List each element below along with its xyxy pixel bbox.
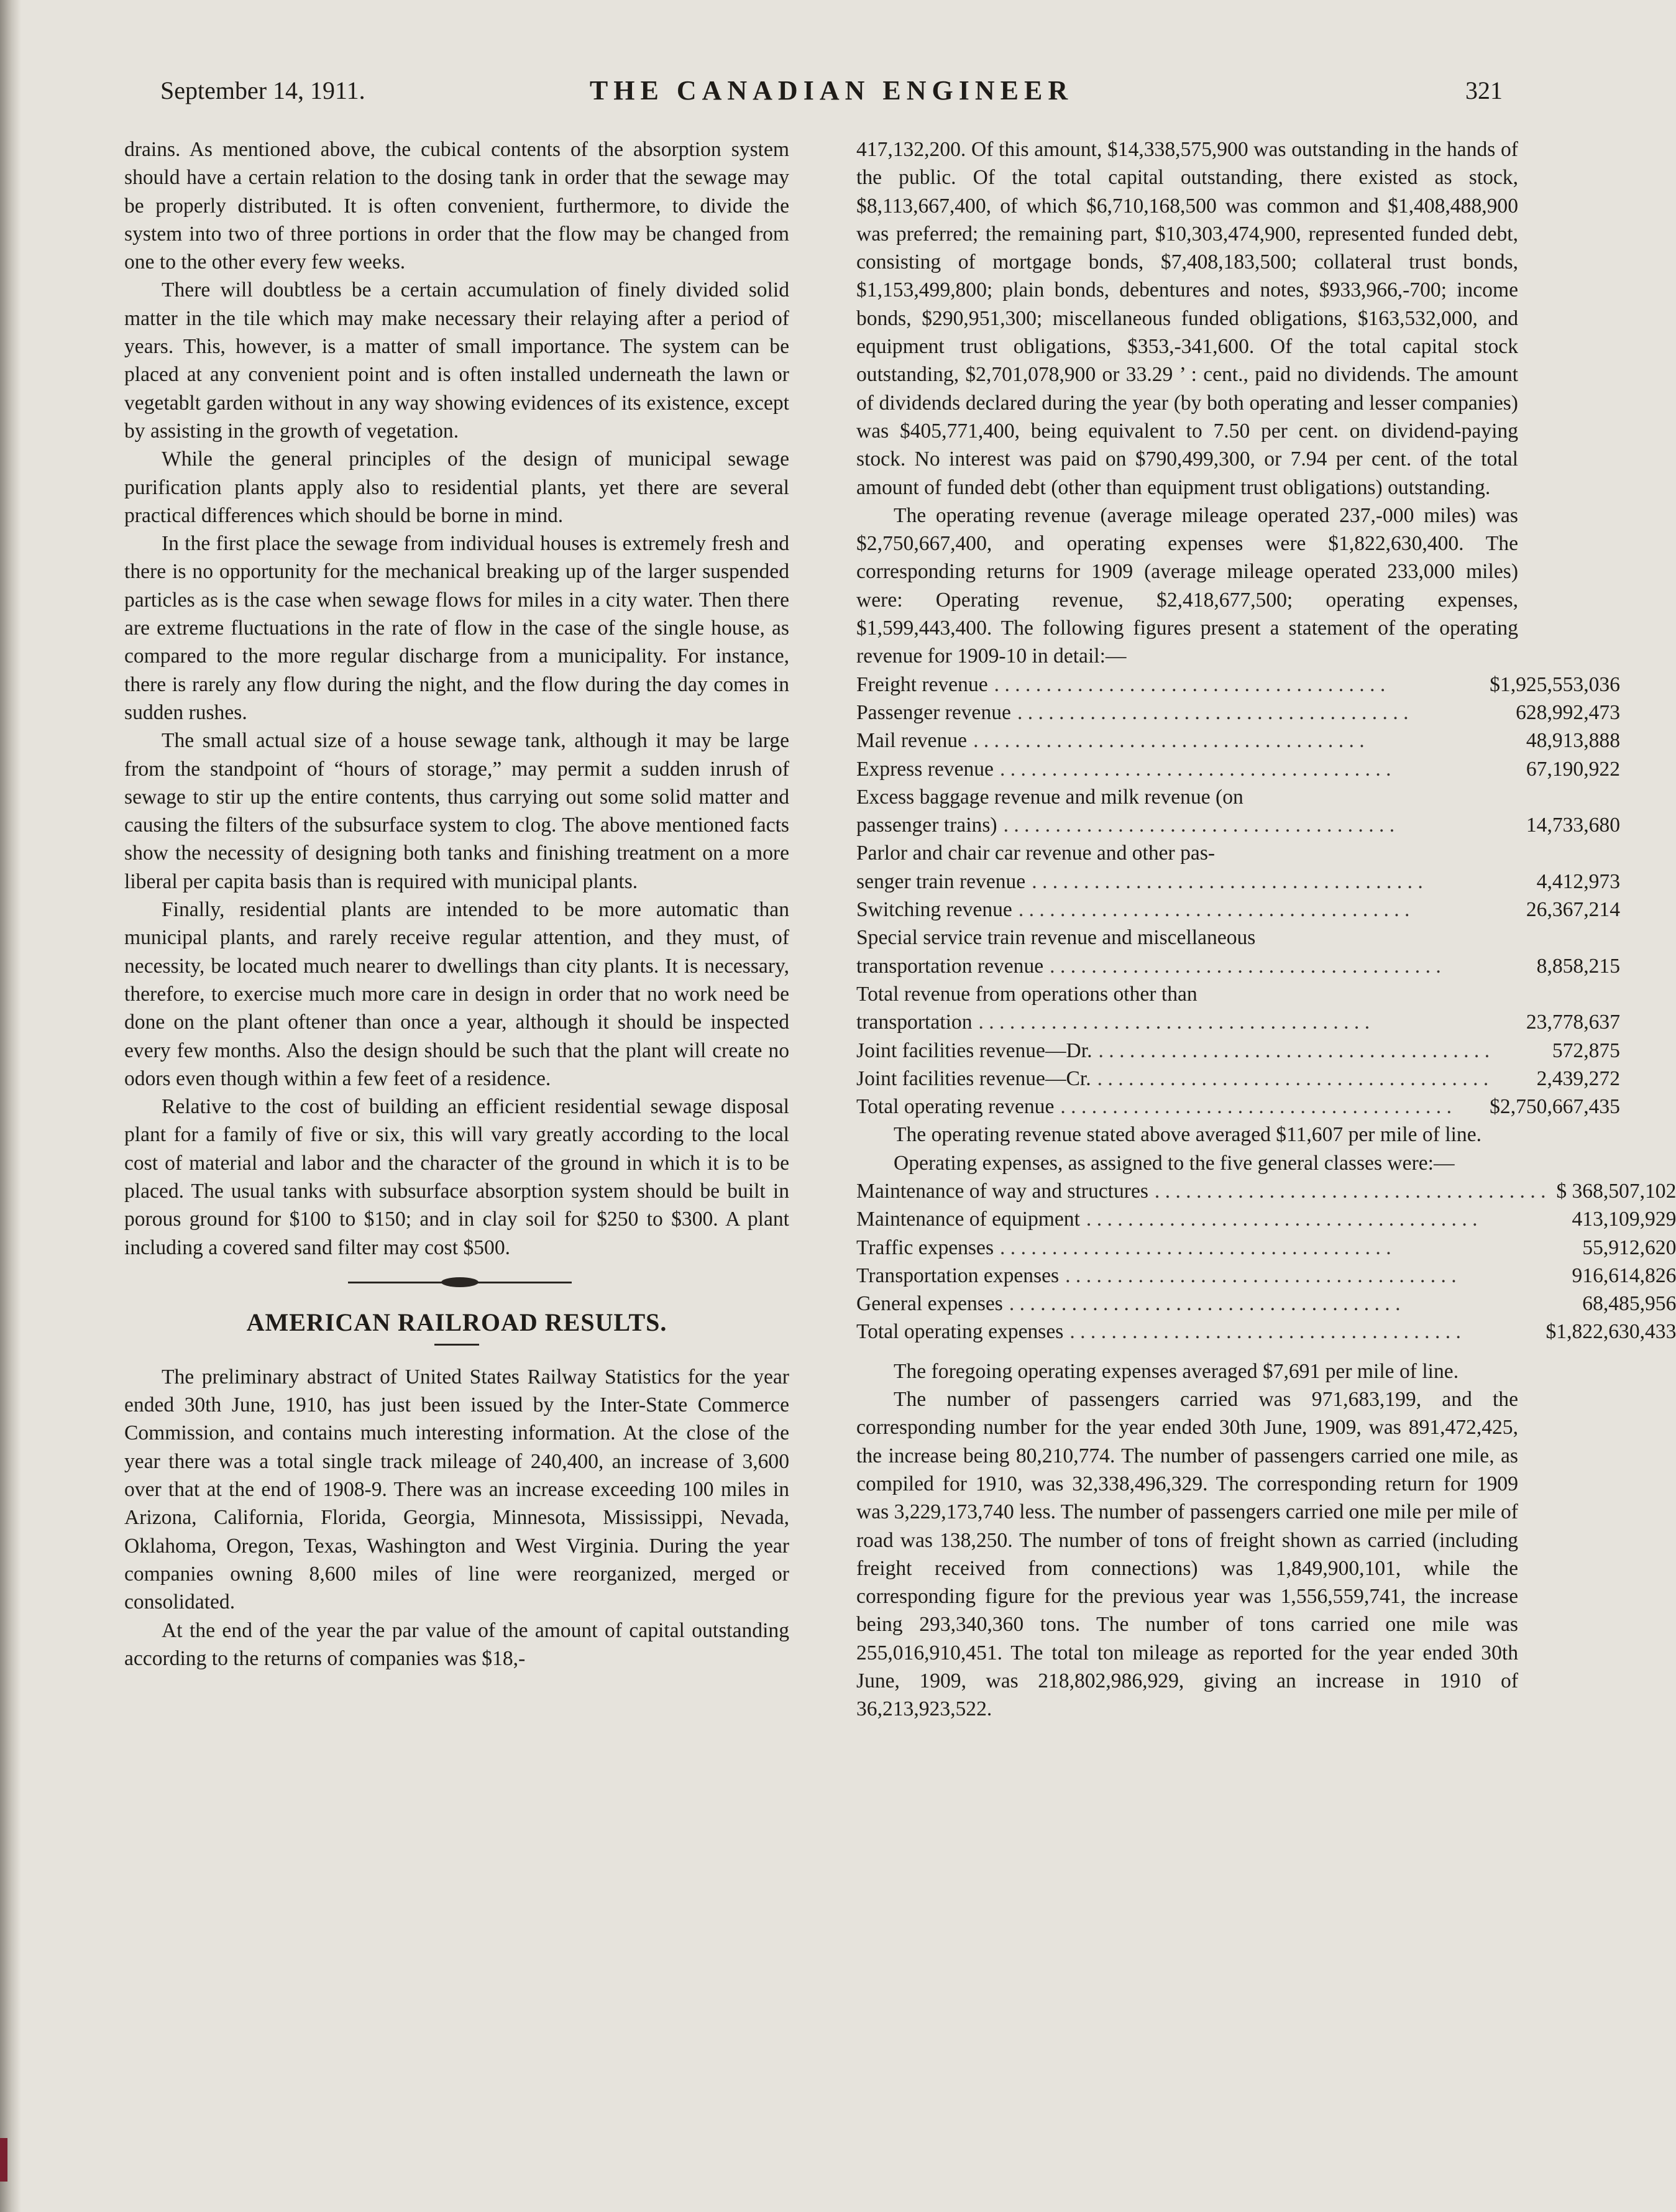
table-row: Joint facilities revenue—Cr. . . . . . . . . . . . . . . . . . . . . . . . . . . . . . . . . . . . . . . 2,439,272 <box>856 1065 1620 1093</box>
paragraph: The small actual size of a house sewage tank, although it may be large from the standpoint of “hours of storage,” may permit a sudden inrush of sewage to stir up the entire contents, thus carrying out some solid matter and causing the filters of the subsurface system to clog. The above mentioned facts show the necessity of designing both tanks and finishing treatment on a more liberal per capita basis than is required with municipal plants. <box>124 729 789 893</box>
row-amount: 68,485,956 <box>1582 1292 1676 1316</box>
row-label: Maintenance of way and structures <box>856 1179 1148 1203</box>
row-label-cont: transportation revenue <box>856 954 1044 978</box>
row-label: Maintenance of equipment <box>856 1208 1080 1231</box>
header-date: September 14, 1911. <box>160 76 365 104</box>
paragraph: While the general principles of the design of municipal sewage purification plants apply also to residential plants, yet there are several practical differences which should be borne in mind. <box>124 447 789 527</box>
table-row: Mail revenue . . . . . . . . . . . . . . . . . . . . . . . . . . . . . . . . . . . . . . 48,913,888 <box>856 727 1620 755</box>
paragraph: The operating revenue stated above averaged $11,607 per mile of line. <box>894 1123 1482 1147</box>
row-label: Parlor and chair car revenue and other pas- <box>856 842 1216 865</box>
total-amount: $2,750,667,435 <box>1490 1095 1620 1119</box>
table-row: Traffic expenses . . . . . . . . . . . . . . . . . . . . . . . . . . . . . . . . . . . . . . 55,912,620 <box>856 1234 1676 1262</box>
row-amount: 916,614,826 <box>1572 1264 1676 1287</box>
row-label: Total revenue from operations other than <box>856 982 1197 1006</box>
row-label-cont: transportation <box>856 1011 973 1034</box>
table-row: Transportation expenses . . . . . . . . . . . . . . . . . . . . . . . . . . . . . . . . . . . . . . 916,614,826 <box>856 1262 1676 1290</box>
paragraph: The foregoing operating expenses averaged $7,691 per mile of line. <box>894 1359 1459 1383</box>
total-label: Total operating revenue <box>856 1095 1055 1119</box>
row-label-cont: senger train revenue <box>856 870 1026 893</box>
row-label: Traffic expenses <box>856 1236 994 1259</box>
row-amount: 26,367,214 <box>1526 898 1620 922</box>
row-label: Transportation expenses <box>856 1264 1060 1287</box>
table-row: Maintenance of way and structures . . . . . . . . . . . . . . . . . . . . . . . . . . . . . . . . . . . . . . $ 368,507,102 <box>856 1177 1676 1205</box>
right-column <box>856 135 1676 1723</box>
table-row: Freight revenue . . . . . . . . . . . . . . . . . . . . . . . . . . . . . . . . . . . . . . $1,925,553,036 <box>856 671 1620 699</box>
table-row: transportation . . . . . . . . . . . . . . . . . . . . . . . . . . . . . . . . . . . . . . 23,778,637 <box>856 1008 1620 1036</box>
row-amount: 4,412,973 <box>1536 870 1620 893</box>
row-amount: 572,875 <box>1552 1039 1620 1062</box>
row-label: Excess baggage revenue and milk revenue (on <box>856 785 1243 809</box>
paragraph: Relative to the cost of building an efficient residential sewage disposal plant for a family of five or six, this will vary greatly according to the local cost of material and labor and the character of the ground in which it is to be placed. The usual tanks with subsurface absorption system should be built in porous ground for $100 to $150; and in clay soil for $250 to $300. A plant including a covered sand filter may cost $500. <box>124 1095 789 1259</box>
total-row: Total operating expenses . . . . . . . . . . . . . . . . . . . . . . . . . . . . . . . . . . . . . . $1,822,630,433 <box>856 1318 1676 1346</box>
row-amount: 8,858,215 <box>1536 954 1620 978</box>
page-number: 321 <box>1465 76 1503 104</box>
total-row: Total operating revenue . . . . . . . . . . . . . . . . . . . . . . . . . . . . . . . . . . . . . . $2,750,667,435 <box>856 1093 1620 1121</box>
ornamental-divider <box>348 1273 572 1292</box>
row-label: Special service train revenue and miscellaneous <box>856 926 1256 950</box>
paragraph: At the end of the year the par value of the amount of capital outstanding according to the returns of companies was $18,- <box>124 1618 789 1670</box>
page-header <box>160 76 1503 113</box>
row-amount: $ 368,507,102 <box>1556 1179 1676 1203</box>
row-amount: 55,912,620 <box>1582 1236 1676 1259</box>
table-row: passenger trains) . . . . . . . . . . . . . . . . . . . . . . . . . . . . . . . . . . . . . . 14,733,680 <box>856 811 1620 839</box>
total-amount: $1,822,630,433 <box>1545 1320 1676 1344</box>
row-label: Passenger revenue <box>856 700 1011 724</box>
binding-mark <box>0 2138 7 2182</box>
total-label: Total operating expenses <box>856 1320 1064 1344</box>
table-row <box>856 980 1620 1008</box>
row-label-cont: passenger trains) <box>856 814 997 837</box>
journal-title: THE CANADIAN ENGINEER <box>589 75 1074 106</box>
table-row: Joint facilities revenue—Dr. . . . . . . . . . . . . . . . . . . . . . . . . . . . . . . . . . . . . . . 572,875 <box>856 1037 1620 1065</box>
table-row: Maintenance of equipment . . . . . . . . . . . . . . . . . . . . . . . . . . . . . . . . . . . . . . 413,109,929 <box>856 1205 1676 1233</box>
paragraph: drains. As mentioned above, the cubical contents of the absorption system should have a certain relation to the dosing tank in order that the sewage may be properly distributed. It is often convenient, furthermore, to divide the system into two of three portions in order that the flow may be changed from one to the other every few weeks. <box>124 138 789 274</box>
row-label: General expenses <box>856 1292 1003 1316</box>
row-label: Joint facilities revenue—Cr. <box>856 1067 1091 1090</box>
page-spine <box>0 0 21 2212</box>
row-amount: 23,778,637 <box>1526 1011 1620 1034</box>
row-label: Switching revenue <box>856 898 1012 922</box>
row-label: Joint facilities revenue—Dr. <box>856 1039 1092 1062</box>
revenue-table <box>856 671 1620 1121</box>
left-column <box>124 135 789 1673</box>
paragraph: 417,132,200. Of this amount, $14,338,575,900 was outstanding in the hands of the public. Of the total capital outstanding, there existed as stock, $8,113,667,400, of which $6,710,168,500 was common and $1,408,488,900 was preferred; the remaining part, $10,303,474,900, represented funded debt, consisting of mortgage bonds, $7,408,183,500; collateral trust bonds, $1,153,499,800; plain bonds, debentures and notes, $933,966,-700; income bonds, $290,951,300; miscellaneous funded obligations, $163,532,000, and equipment trust obligations, $353,-341,600. Of the total capital stock outstanding, $2,701,078,900 or 33.29 ’ : cent., paid no dividends. The amount of dividends declared during the year (by both operating and lesser companies) was $405,771,400, being equivalent to 7.50 per cent. on dividend-paying stock. No interest was paid on $790,499,300, or 7.94 per cent. of the total amount of funded debt (other than equipment trust obligations) outstanding. <box>856 138 1518 499</box>
row-amount: 14,733,680 <box>1526 814 1620 837</box>
title-rule <box>434 1344 479 1346</box>
row-amount: 2,439,272 <box>1536 1067 1620 1090</box>
row-amount: 413,109,929 <box>1572 1208 1676 1231</box>
paragraph: In the first place the sewage from individual houses is extremely fresh and there is no opportunity for the mechanical breaking up of the larger suspended particles as is the case when sewage flows for miles in a city water. Then there are extreme fluctuations in the rate of flow in the case of the single house, as compared to the more regular discharge from a municipality. For instance, there is rarely any flow during the night, and the flow during the day comes in sudden rushes. <box>124 532 789 724</box>
table-row <box>856 839 1620 867</box>
row-amount: $1,925,553,036 <box>1490 672 1620 696</box>
table-row: Switching revenue . . . . . . . . . . . . . . . . . . . . . . . . . . . . . . . . . . . . . . 26,367,214 <box>856 896 1620 924</box>
table-row: senger train revenue . . . . . . . . . . . . . . . . . . . . . . . . . . . . . . . . . . . . . . 4,412,973 <box>856 868 1620 896</box>
table-row: Passenger revenue . . . . . . . . . . . . . . . . . . . . . . . . . . . . . . . . . . . . . . 628,992,473 <box>856 699 1620 727</box>
row-amount: 628,992,473 <box>1516 700 1620 724</box>
paragraph: The operating revenue (average mileage operated 237,-000 miles) was $2,750,667,400, and operating expenses were $1,822,630,400. The corresponding returns for 1909 (average mileage operated 233,000 miles) were: Operating revenue, $2,418,677,500; operating expenses, $1,599,443,400. The following figures present a statement of the operating revenue for 1909-10 in detail:— <box>856 503 1518 668</box>
paragraph: The number of passengers carried was 971,683,199, and the corresponding number for the year ended 30th June, 1909, was 891,472,425, the increase being 80,210,774. The number of passengers carried one mile, as compiled for 1910, was 32,338,496,329. The corresponding return for 1909 was 3,229,173,740 less. The number of passengers carried one mile per mile of road was 138,250. The number of tons of freight shown as carried (including freight received from connections) was 1,849,900,101, while the corresponding figure for the previous year was 1,556,559,741, the increase being 293,340,360 tons. The number of tons carried one mile was 255,016,910,451. The total ton mileage as reported for the year ended 30th June, 1909, was 218,802,986,929, giving an increase in 1910 of 36,213,923,522. <box>856 1388 1518 1721</box>
table-row <box>856 783 1620 811</box>
row-label: Freight revenue <box>856 672 988 696</box>
paragraph: There will doubtless be a certain accumulation of finely divided solid matter in the tile which may make necessary their relaying after a period of years. This, however, is a matter of small importance. The system can be placed at any convenient point and is often installed underneath the lawn or vegetablt garden without in any way showing evidences of its existence, except by assisting in the growth of vegetation. <box>124 278 789 443</box>
table-row: General expenses . . . . . . . . . . . . . . . . . . . . . . . . . . . . . . . . . . . . . . 68,485,956 <box>856 1290 1676 1318</box>
table-row: Express revenue . . . . . . . . . . . . . . . . . . . . . . . . . . . . . . . . . . . . . . 67,190,922 <box>856 755 1620 783</box>
paragraph: Finally, residential plants are intended to be more automatic than municipal plants, and rarely receive regular attention, and they must, of necessity, be located much nearer to dwellings than city plants. It is necessary, therefore, to exercise much more care in design in order that no work need be done on the plant oftener than once a year, although it should be inspected every few months. Also the design should be such that the plant will create no odors even though within a few feet of a residence. <box>124 898 789 1090</box>
row-label: Express revenue <box>856 757 994 781</box>
table-row: transportation revenue . . . . . . . . . . . . . . . . . . . . . . . . . . . . . . . . . . . . . . 8,858,215 <box>856 952 1620 980</box>
expenses-table <box>856 1177 1676 1346</box>
row-amount: 48,913,888 <box>1526 729 1620 753</box>
article-title: AMERICAN RAILROAD RESULTS. <box>246 1308 667 1336</box>
paragraph: Operating expenses, as assigned to the five general classes were:— <box>894 1151 1455 1175</box>
table-row <box>856 924 1620 952</box>
paragraph: The preliminary abstract of United States Railway Statistics for the year ended 30th June, 1910, has just been issued by the Inter-State Commerce Commission, and contains much interesting information. At the close of the year there was a total single track mileage of 240,400, an increase of 3,600 over that at the end of 1908-9. There was an increase exceeding 100 miles in Arizona, California, Florida, Georgia, Minnesota, Mississippi, Nevada, Oklahoma, Oregon, Texas, Washington and West Virginia. During the year companies owning 8,600 miles of line were reorganized, merged or consolidated. <box>124 1365 789 1614</box>
row-label: Mail revenue <box>856 729 968 753</box>
row-amount: 67,190,922 <box>1526 757 1620 781</box>
